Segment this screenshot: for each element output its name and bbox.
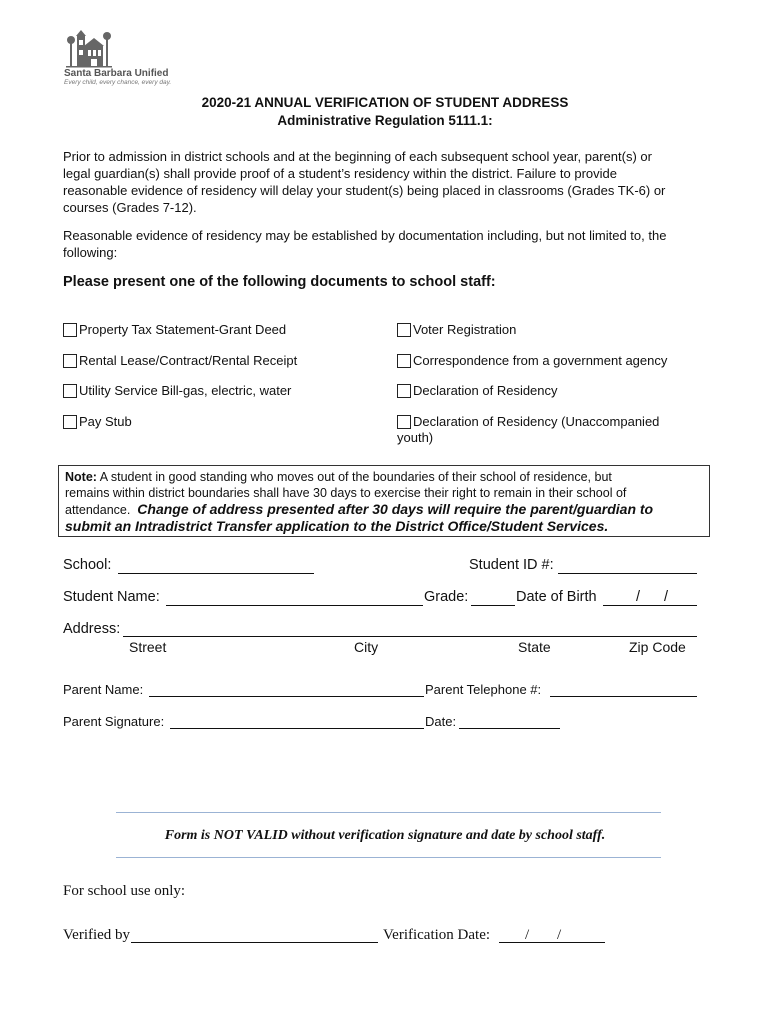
option-label: Declaration of Residency <box>413 383 558 398</box>
note-label: Note: <box>65 470 97 484</box>
parent-name-field[interactable] <box>149 696 424 697</box>
note-box <box>58 465 710 537</box>
option-label-continued: youth) <box>397 430 434 445</box>
document-subtitle: Administrative Regulation 5111.1: <box>277 113 493 128</box>
parent-signature-label: Parent Signature: <box>63 714 165 729</box>
verified-by-field[interactable] <box>131 942 378 943</box>
verification-date-label: Verification Date: <box>383 927 491 943</box>
option-label: Utility Service Bill-gas, electric, water <box>79 383 292 398</box>
divider-bottom <box>116 857 661 858</box>
note-text: remains within district boundaries shall have 30 days to exercise their right to remain in their school of <box>65 486 627 500</box>
verification-date-slash: / <box>557 927 562 943</box>
document-title: 2020-21 ANNUAL VERIFICATION OF STUDENT ADDRESS <box>201 95 569 110</box>
address-field[interactable] <box>123 636 697 637</box>
option-label: Rental Lease/Contract/Rental Receipt <box>79 353 298 368</box>
parent-name-label: Parent Name: <box>63 682 144 697</box>
parent-phone-label: Parent Telephone #: <box>425 682 542 697</box>
option-utility-bill[interactable] <box>63 383 291 399</box>
school-use-heading: For school use only: <box>63 883 186 899</box>
option-declaration-unaccompanied[interactable] <box>397 414 659 446</box>
checkbox[interactable] <box>63 354 77 368</box>
text-line: Reasonable evidence of residency may be established by documentation including, but not limited to, the <box>63 228 667 243</box>
checkbox[interactable] <box>397 323 411 337</box>
option-label: Declaration of Residency (Unaccompanied <box>413 414 660 429</box>
documents-heading: Please present one of the following documents to school staff: <box>63 274 496 290</box>
verification-date-field[interactable] <box>499 942 605 943</box>
option-label: Voter Registration <box>413 322 517 337</box>
dob-slash: / <box>664 589 669 605</box>
street-label: Street <box>129 639 167 655</box>
divider-top <box>116 812 661 813</box>
text-line: Prior to admission in district schools and at the beginning of each subsequent school year, parent(s) or <box>63 149 652 164</box>
student-name-label: Student Name: <box>63 589 160 605</box>
parent-phone-field[interactable] <box>550 696 697 697</box>
verified-by-label: Verified by <box>63 927 131 943</box>
option-rental-lease[interactable] <box>63 353 297 369</box>
option-voter-registration[interactable] <box>397 322 516 338</box>
checkbox[interactable] <box>63 323 77 337</box>
city-label: City <box>354 639 379 655</box>
intro-paragraph <box>63 148 713 216</box>
school-field[interactable] <box>118 573 314 574</box>
note-warning: submit an Intradistrict Transfer application to the District Office/Student Services. <box>65 518 609 534</box>
option-label: Pay Stub <box>79 414 132 429</box>
checkbox[interactable] <box>63 415 77 429</box>
text-line: reasonable evidence of residency will delay your student(s) being placed in classrooms (Grades TK-6) or <box>63 183 666 198</box>
date-field[interactable] <box>459 728 560 729</box>
verification-date-slash: / <box>525 927 530 943</box>
school-label: School: <box>63 557 112 573</box>
option-label: Correspondence from a government agency <box>413 353 668 368</box>
validity-notice: Form is NOT VALID without verification signature and date by school staff. <box>164 828 606 843</box>
zip-code-label: Zip Code <box>629 639 686 655</box>
checkbox[interactable] <box>397 415 411 429</box>
grade-label: Grade: <box>424 589 469 605</box>
student-name-field[interactable] <box>166 605 423 606</box>
student-id-field[interactable] <box>558 573 697 574</box>
option-declaration-residency[interactable] <box>397 383 558 399</box>
option-property-tax[interactable] <box>63 322 286 338</box>
date-label: Date: <box>425 714 457 729</box>
state-label: State <box>518 639 551 655</box>
option-label: Property Tax Statement-Grant Deed <box>79 322 287 337</box>
grade-field[interactable] <box>471 605 515 606</box>
option-government-correspondence[interactable] <box>397 353 667 369</box>
logo-tagline: Every child, every chance, every day. <box>64 79 172 86</box>
note-text: attendance. <box>65 503 131 517</box>
text-line: legal guardian(s) shall provide proof of a student’s residency within the district. Failure to provide <box>63 166 617 181</box>
parent-signature-field[interactable] <box>170 728 424 729</box>
address-label: Address: <box>63 621 121 637</box>
note-text: A student in good standing who moves out of the boundaries of their school of residence, but <box>96 470 612 484</box>
text-line: courses (Grades 7-12). <box>63 200 197 215</box>
dob-label: Date of Birth <box>516 589 597 605</box>
option-pay-stub[interactable] <box>63 414 132 430</box>
student-id-label: Student ID #: <box>469 557 554 573</box>
checkbox[interactable] <box>397 354 411 368</box>
checkbox[interactable] <box>397 384 411 398</box>
checkbox[interactable] <box>63 384 77 398</box>
evidence-paragraph <box>63 227 713 261</box>
text-line: following: <box>63 245 118 260</box>
dob-slash: / <box>636 589 641 605</box>
dob-field[interactable] <box>603 605 697 606</box>
logo-name: Santa Barbara Unified <box>64 68 169 79</box>
note-warning: Change of address presented after 30 days will require the parent/guardian to <box>137 501 654 517</box>
